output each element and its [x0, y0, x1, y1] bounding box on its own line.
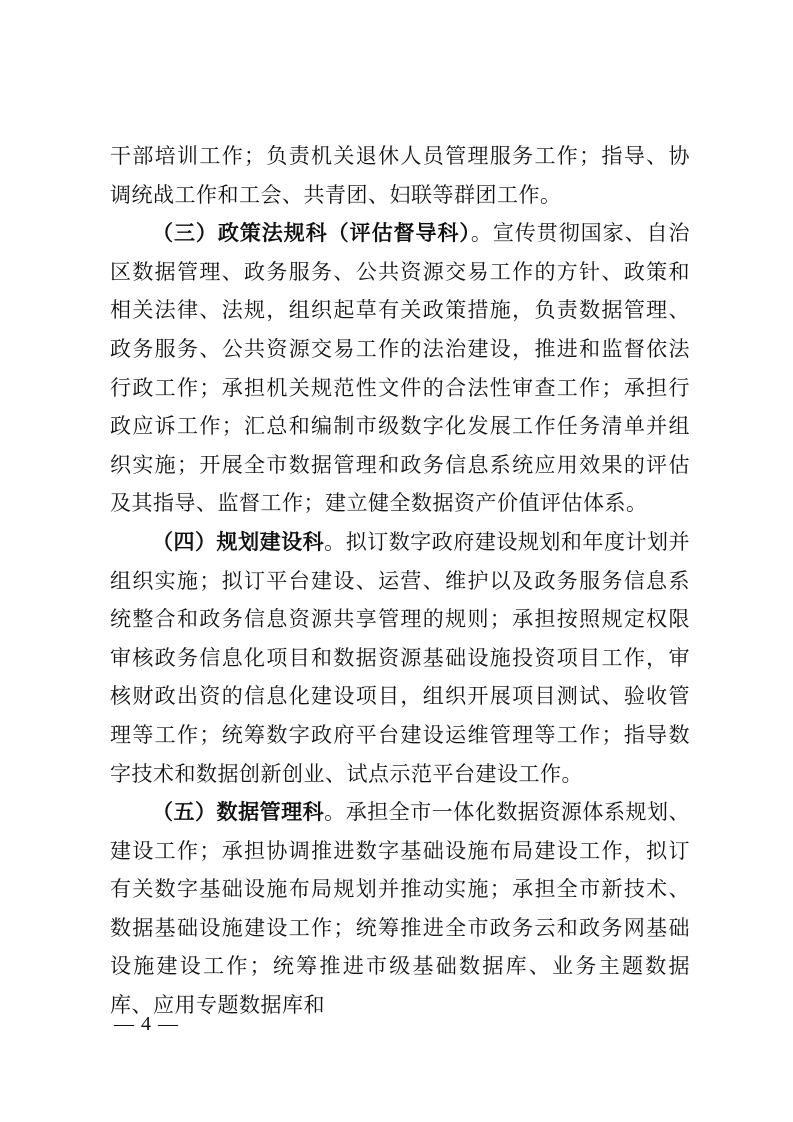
section-heading: （四）规划建设科 [152, 529, 325, 554]
paragraph-planning-construction-section [110, 523, 690, 793]
paragraph-text: 干部培训工作；负责机关退休人员管理服务工作；指导、协调统战工作和工会、共青团、妇联等群团工作。 [110, 144, 690, 207]
paragraph-data-management-section [110, 793, 690, 1025]
paragraph-text: 。承担全市一体化数据资源体系规划、建设工作；承担协调推进数字基础设施布局建设工作，拟订有关数字基础设施布局规划并推动实施；承担全市新技术、数据基础设施建设工作；统筹推进全市政务云和政务网基础设施建设工作；统筹推进市级基础数据库、业务主题数据库、应用专题数据库和 [110, 800, 691, 1018]
page-number: — 4 — [114, 1013, 179, 1035]
paragraph-continuation [110, 137, 690, 214]
section-heading: （三）政策法规科（评估督导科） [152, 221, 471, 246]
paragraph-text: 。拟订数字政府建设规划和年度计划并组织实施；拟订平台建设、运营、维护以及政务服务信息系统整合和政务信息资源共享管理的规则；承担按照规定权限审核政务信息化项目和数据资源基础设施投资项目工作，审核财政出资的信息化建设项目，组织开展项目测试、验收管理等工作；统筹数字政府平台建设运维管理等工作；指导数字技术和数据创新创业、试点示范平台建设工作。 [110, 529, 691, 786]
paragraph-policy-regulation-section [110, 214, 690, 523]
paragraph-text: 。宣传贯彻国家、自治区数据管理、政务服务、公共资源交易工作的方针、政策和相关法律、法规，组织起草有关政策措施，负责数据管理、政务服务、公共资源交易工作的法治建设，推进和监督依法行政工作；承担机关规范性文件的合法性审查工作；承担行政应诉工作；汇总和编制市级数字化发展工作任务清单并组织实施；开展全市数据管理和政务信息系统应用效果的评估及其指导、监督工作；建立健全数据资产价值评估体系。 [110, 221, 690, 516]
section-heading: （五）数据管理科 [152, 800, 325, 825]
document-body [110, 137, 690, 1025]
